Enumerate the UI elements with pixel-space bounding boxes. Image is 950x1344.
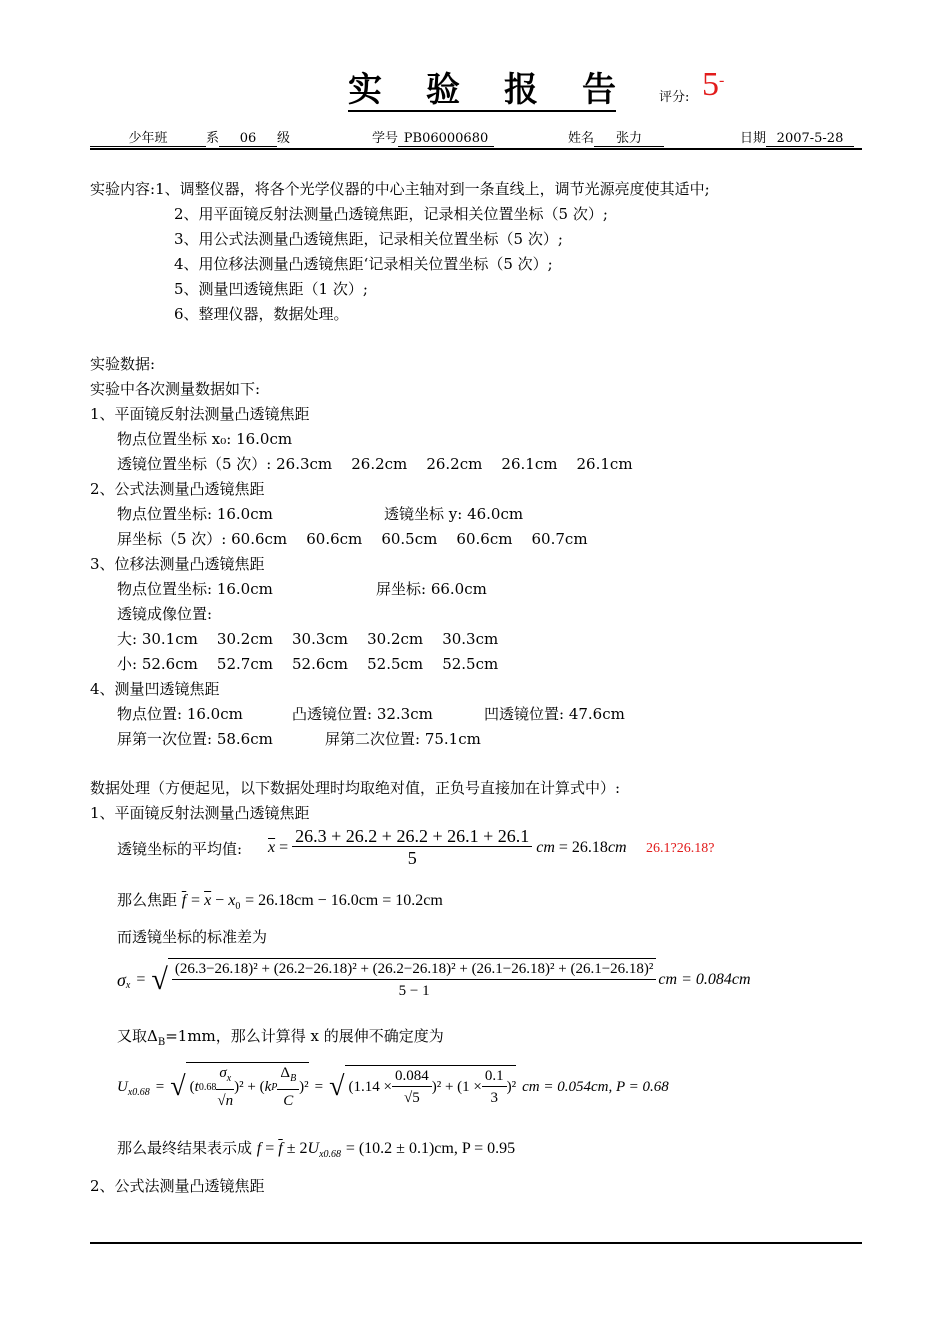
- grade-label: 级: [277, 131, 291, 146]
- s4-screen1: 屏第一次位置: 58.6cm: [117, 730, 273, 748]
- u-result: cm = 0.054cm, P = 0.68: [522, 1078, 669, 1095]
- score-value: [702, 66, 724, 104]
- date-label: 日期: [740, 131, 767, 146]
- content-item-1: 1、调整仪器，将各个光学仪器的中心主轴对到一条直线上，调节光源亮度使其适中;: [155, 180, 710, 198]
- std-label: 而透镜坐标的标准差为: [117, 928, 268, 946]
- s3-image: 透镜成像位置:: [117, 605, 213, 623]
- data-subtitle: 实验中各次测量数据如下:: [90, 380, 261, 398]
- score-mark: -: [719, 72, 725, 89]
- s2-title: 2、公式法测量凸透镜焦距: [90, 480, 265, 498]
- delta-sub: B: [157, 1037, 166, 1048]
- s3-title: 3、位移法测量凸透镜焦距: [90, 555, 265, 573]
- title-char-4: 告: [582, 70, 616, 110]
- title-char-3: 报: [504, 70, 582, 110]
- mean-unit-1: cm: [536, 838, 555, 856]
- header-date: [740, 127, 854, 147]
- x-bar-symbol: $\overline{x}$: [268, 838, 276, 856]
- s3-big: 大: 30.1cm 30.2cm 30.3cm 30.2cm 30.3cm: [117, 630, 499, 648]
- dept-label: 系: [206, 131, 220, 146]
- name-label: 姓名: [568, 131, 595, 146]
- delta-rest: =1mm，那么计算得 x 的展伸不确定度为: [165, 1027, 444, 1045]
- grade-value: 06: [219, 131, 277, 147]
- footer-rule: [90, 1242, 862, 1244]
- score-label: 评分:: [659, 90, 690, 105]
- id-value: PB06000680: [398, 131, 494, 147]
- s4-convex: 凸透镜位置: 32.3cm: [292, 705, 433, 723]
- final-expr: = (10.2 ± 0.1)cm, P = 0.95: [345, 1140, 516, 1157]
- sigma-symbol: σ: [117, 969, 126, 990]
- u-frac-den: √5: [403, 1090, 420, 1106]
- s1-title: 1、平面镜反射法测量凸透镜焦距: [90, 405, 310, 423]
- mean-fraction: [292, 826, 532, 869]
- annotation: 26.1?26.18?: [646, 841, 715, 856]
- name-value: 张力: [594, 131, 664, 147]
- content-item-2: 2、用平面镜反射法测量凸透镜焦距，记录相关位置坐标（5 次）;: [174, 205, 608, 223]
- processing-title: 数据处理（方便起见，以下数据处理时均取绝对值，正负号直接加在计算式中）:: [90, 779, 621, 797]
- focal-expr: = 26.18cm − 16.0cm = 10.2cm: [245, 892, 443, 909]
- final-line: 那么最终结果表示成 $f = \overline{f} \pm 2U_{x0.68} = (10.2 \pm 0.1)cm$, P = 0.95: [117, 1139, 516, 1161]
- s3-screen: 屏坐标: 66.0cm: [376, 580, 487, 598]
- uncertainty-formula: U $_{x0.68}$ = √ ( t 0.68 $\frac{\sigma_x}{√n}$ )² + ( k P $\frac{\Delta_B}{C}$ )² = √ (1.14 × $\frac{0.084}{√5}$ )² + (1 × $\frac{0.1}{3}$ )² cm = 0.054cm, P = 0.68: [117, 1062, 669, 1112]
- header-class: [90, 127, 290, 147]
- u-frac2-num: 0.1: [482, 1066, 507, 1087]
- content-item-5: 5、测量凹透镜焦距（1 次）;: [174, 280, 368, 298]
- date-value: 2007-5-28: [766, 131, 854, 147]
- focal-line: 那么焦距 $\overline{f} = \overline{x} - x_0 = 26.18cm - 16.0cm = 10.2cm$: [117, 891, 443, 913]
- mean-numerator: 26.3 + 26.2 + 26.2 + 26.1 + 26.1: [292, 826, 532, 847]
- title-char-1: 实: [348, 70, 426, 110]
- id-label: 学号: [372, 131, 399, 146]
- u-expr-a: (1.14 ×: [348, 1079, 392, 1095]
- final-label: 那么最终结果表示成: [117, 1139, 253, 1157]
- std-numerator: (26.3−26.18)² + (26.2−26.18)² + (26.2−26.18)² + (26.1−26.18)² + (26.1−26.18)²: [172, 959, 657, 980]
- score-number: 5: [702, 66, 719, 103]
- std-result: cm = 0.084cm: [658, 971, 751, 988]
- p1-title: 1、平面镜反射法测量凸透镜焦距: [90, 804, 310, 822]
- header-id: [372, 127, 494, 147]
- mean-label: 透镜坐标的平均值:: [117, 840, 243, 858]
- std-formula: σ $_x$ = √ (26.3−26.18)² + (26.2−26.18)² + (26.2−26.18)² + (26.1−26.18)² + (26.1−26.18)² 5 − 1 cm = 0.084cm: [117, 958, 751, 1002]
- s2-screen: 屏坐标（5 次）: 60.6cm 60.6cm 60.5cm 60.6cm 60.7cm: [117, 530, 588, 548]
- s4-concave: 凹透镜位置: 47.6cm: [484, 705, 625, 723]
- std-sqrt: [168, 958, 657, 1002]
- mean-result: = 26.18: [558, 838, 608, 856]
- u-frac-num: 0.084: [392, 1066, 432, 1087]
- s2-lens: 透镜坐标 y: 46.0cm: [384, 505, 524, 523]
- content-item-4: 4、用位移法测量凸透镜焦距‘记录相关位置坐标（5 次）;: [174, 255, 553, 273]
- delta-line: [117, 1027, 444, 1052]
- intro-label: [90, 180, 710, 198]
- s3-small: 小: 52.6cm 52.7cm 52.6cm 52.5cm 52.5cm: [117, 655, 499, 673]
- s4-title: 4、测量凹透镜焦距: [90, 680, 220, 698]
- focal-label: 那么焦距: [117, 891, 178, 909]
- data-title: 实验数据:: [90, 355, 156, 373]
- u-frac2-den: 3: [490, 1090, 499, 1106]
- class-name: 少年班: [90, 131, 206, 147]
- report-title: [348, 70, 616, 112]
- header-rule: [90, 148, 862, 150]
- s3-object: 物点位置坐标: 16.0cm: [117, 580, 273, 598]
- mean-unit-2: cm: [607, 838, 627, 856]
- u-expr-c: )²: [506, 1079, 517, 1095]
- p2-title: 2、公式法测量凸透镜焦距: [90, 1177, 265, 1195]
- content-item-3: 3、用公式法测量凸透镜焦距，记录相关位置坐标（5 次）;: [174, 230, 563, 248]
- s4-screen2: 屏第二次位置: 75.1cm: [325, 730, 481, 748]
- content-item-6: 6、整理仪器，数据处理。: [174, 305, 349, 323]
- mean-formula: $\overline{x}$ = $\frac{26.3 + 26.2 + 26.2 + 26.1 + 26.1}{5}$ cm = 26.18 cm: [268, 826, 627, 868]
- u-expr-b: )² + (1 ×: [431, 1079, 482, 1095]
- s1-lens: 透镜位置坐标（5 次）: 26.3cm 26.2cm 26.2cm 26.1cm 26.1cm: [117, 455, 633, 473]
- intro-label-text: 实验内容:: [90, 180, 156, 198]
- s4-object: 物点位置: 16.0cm: [117, 705, 243, 723]
- std-denominator: 5 − 1: [398, 983, 430, 999]
- f-bar-symbol: $\overline{f}$: [181, 892, 187, 909]
- delta-text: 又取Δ: [117, 1027, 158, 1045]
- title-char-2: 验: [426, 70, 504, 110]
- mean-denominator: 5: [407, 848, 417, 868]
- s2-object: 物点位置坐标: 16.0cm: [117, 505, 273, 523]
- s1-object: 物点位置坐标 x₀: 16.0cm: [117, 430, 293, 448]
- header-name: [568, 127, 664, 147]
